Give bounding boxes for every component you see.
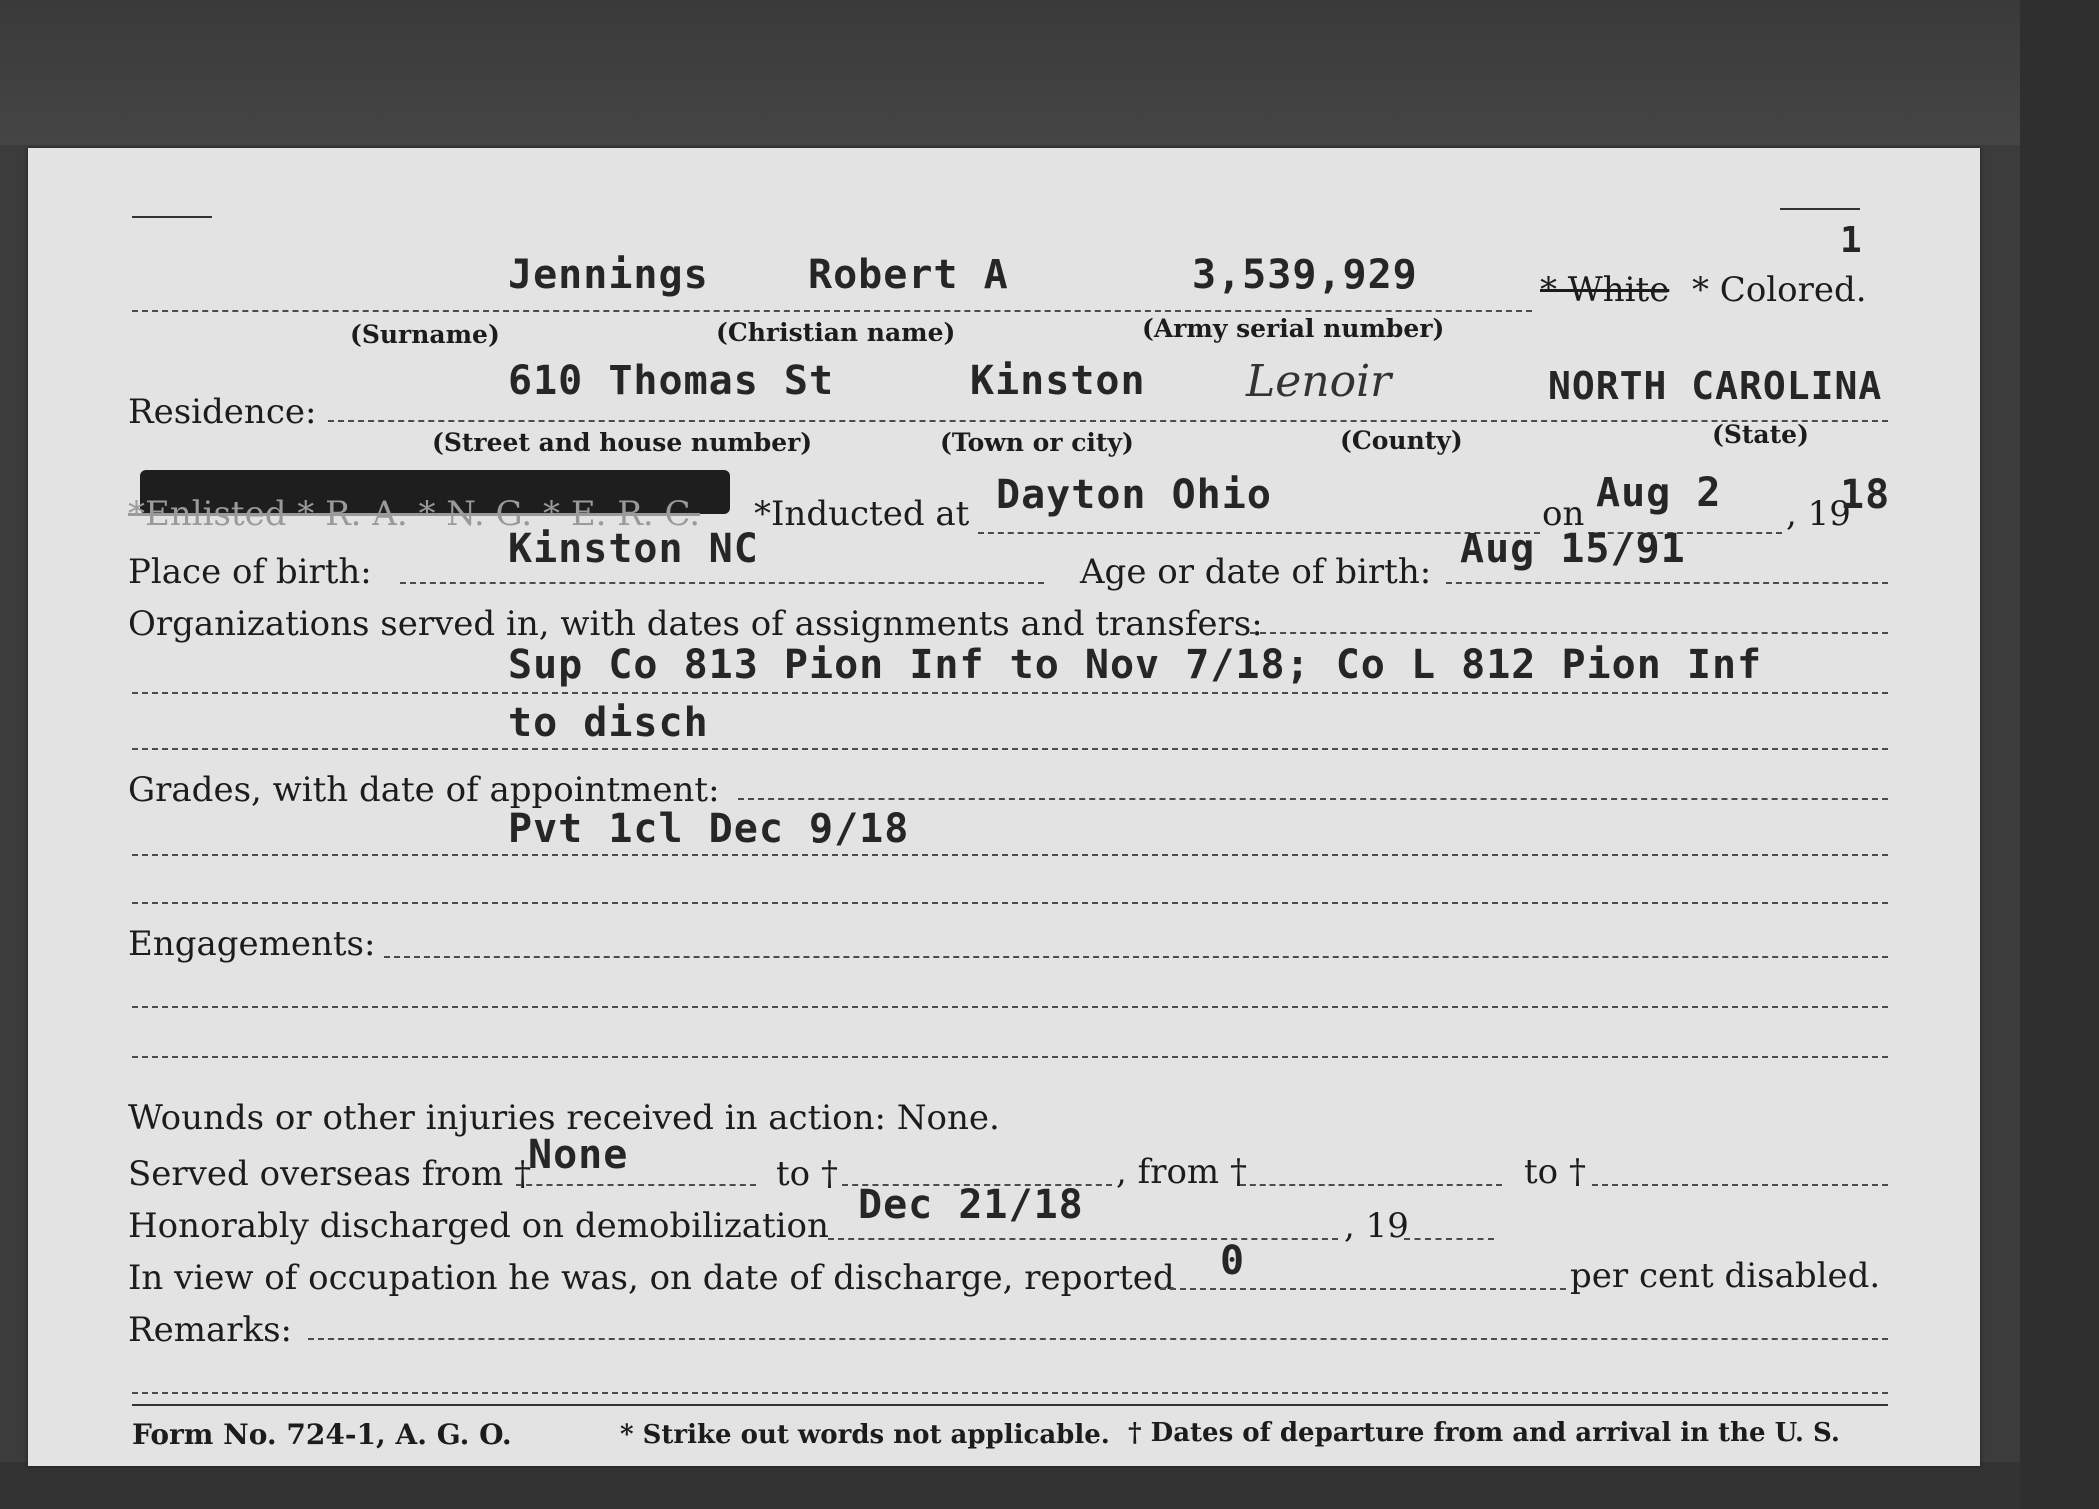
discharge-value: Dec 21/18: [858, 1182, 1084, 1228]
overseas-from2-line: [1240, 1184, 1502, 1186]
grades-line1: [132, 854, 1888, 856]
disability-value: 0: [1220, 1238, 1246, 1284]
strike-note: * Strike out words not applicable.: [620, 1420, 1110, 1450]
organizations-line1: [132, 692, 1888, 694]
race-colored-label: * Colored.: [1692, 270, 1867, 310]
surname-value: Jennings: [508, 252, 709, 298]
remarks-label: Remarks:: [128, 1310, 292, 1350]
date-of-birth-line: [1446, 582, 1888, 584]
disability-suffix: per cent disabled.: [1570, 1256, 1881, 1296]
enlistment-options: *Enlisted * R. A. * N. G. * E. R. C.: [128, 494, 701, 534]
discharge-line: [828, 1238, 1338, 1240]
service-record-card: [28, 148, 1980, 1466]
engagements-label: Engagements:: [128, 924, 376, 964]
inducted-at-label: *Inducted at: [754, 494, 970, 534]
caption-county: (County): [1340, 426, 1463, 455]
scan-background-bottom: [0, 1462, 2099, 1509]
disability-label: In view of occupation he was, on date of discharge, reported: [128, 1258, 1175, 1298]
place-of-birth-label: Place of birth:: [128, 552, 372, 592]
residence-label: Residence:: [128, 392, 317, 432]
engagements-line2: [132, 1056, 1888, 1058]
overseas-from-line: [516, 1184, 756, 1186]
residence-line: [328, 420, 1888, 422]
race-white-label: * White: [1540, 270, 1670, 310]
place-of-birth-value: Kinston NC: [508, 526, 759, 572]
caption-street: (Street and house number): [432, 428, 813, 457]
overseas-to-label: to †: [776, 1154, 838, 1194]
grades-line2: [132, 902, 1888, 904]
form-number: Form No. 724-1, A. G. O.: [132, 1418, 512, 1451]
place-of-birth-line: [400, 582, 1044, 584]
inducted-place-value: Dayton Ohio: [996, 472, 1272, 518]
remarks-line2: [132, 1392, 1888, 1394]
residence-state-value: NORTH CAROLINA: [1548, 364, 1883, 408]
grades-value: Pvt 1cl Dec 9/18: [508, 806, 910, 852]
inducted-year-prefix: , 19: [1786, 494, 1851, 534]
inducted-on-label: on: [1542, 494, 1585, 534]
scan-background-right: [2020, 0, 2099, 1509]
organizations-line1-value: Sup Co 813 Pion Inf to Nov 7/18; Co L 812 Pion Inf: [508, 642, 1763, 688]
inducted-year-value: 18: [1840, 472, 1891, 518]
overseas-from2-label: , from †: [1116, 1152, 1247, 1192]
inducted-place-line: [978, 532, 1540, 534]
residence-street-value: 610 Thomas St: [508, 358, 835, 404]
organizations-label-line: [1250, 632, 1888, 634]
wounds-text: Wounds or other injuries received in action: None.: [128, 1098, 1000, 1138]
corner-mark-right: [1780, 208, 1860, 210]
discharge-year-line: [1404, 1238, 1494, 1240]
caption-town: (Town or city): [940, 428, 1134, 457]
organizations-label: Organizations served in, with dates of assignments and transfers:: [128, 604, 1263, 644]
date-of-birth-value: Aug 15/91: [1460, 526, 1686, 572]
overseas-to2-line: [1592, 1184, 1888, 1186]
engagements-label-line: [384, 956, 1888, 958]
name-line: [132, 310, 1532, 312]
served-overseas-label: Served overseas from †: [128, 1154, 532, 1194]
serial-number-value: 3,539,929: [1192, 252, 1418, 298]
residence-town-value: Kinston: [970, 358, 1146, 404]
served-overseas-value: None: [528, 1132, 629, 1178]
footer-rule: [132, 1404, 1888, 1406]
date-of-birth-label: Age or date of birth:: [1080, 552, 1432, 592]
discharge-label: Honorably discharged on demobilization: [128, 1206, 829, 1246]
card-number: 1: [1840, 220, 1863, 261]
caption-state: (State): [1712, 420, 1809, 449]
engagements-line1: [132, 1006, 1888, 1008]
caption-christian-name: (Christian name): [716, 318, 956, 347]
overseas-to2-label: to †: [1524, 1152, 1586, 1192]
dates-note: † Dates of departure from and arrival in the U. S.: [1128, 1418, 1840, 1448]
christian-name-value: Robert A: [808, 252, 1009, 298]
caption-surname: (Surname): [350, 320, 500, 349]
grades-label: Grades, with date of appointment:: [128, 770, 720, 810]
discharge-year-prefix: , 19: [1344, 1206, 1409, 1246]
residence-county-value: Lenoir: [1246, 356, 1392, 407]
caption-serial-number: (Army serial number): [1142, 314, 1445, 343]
remarks-line1: [308, 1338, 1888, 1340]
scan-background-top: [0, 0, 2099, 145]
grades-label-line: [738, 798, 1888, 800]
inducted-date-value: Aug 2: [1596, 470, 1722, 516]
organizations-line2: [132, 748, 1888, 750]
disability-line: [1160, 1288, 1566, 1290]
organizations-line2-value: to disch: [508, 700, 709, 746]
corner-mark-left: [132, 216, 212, 218]
